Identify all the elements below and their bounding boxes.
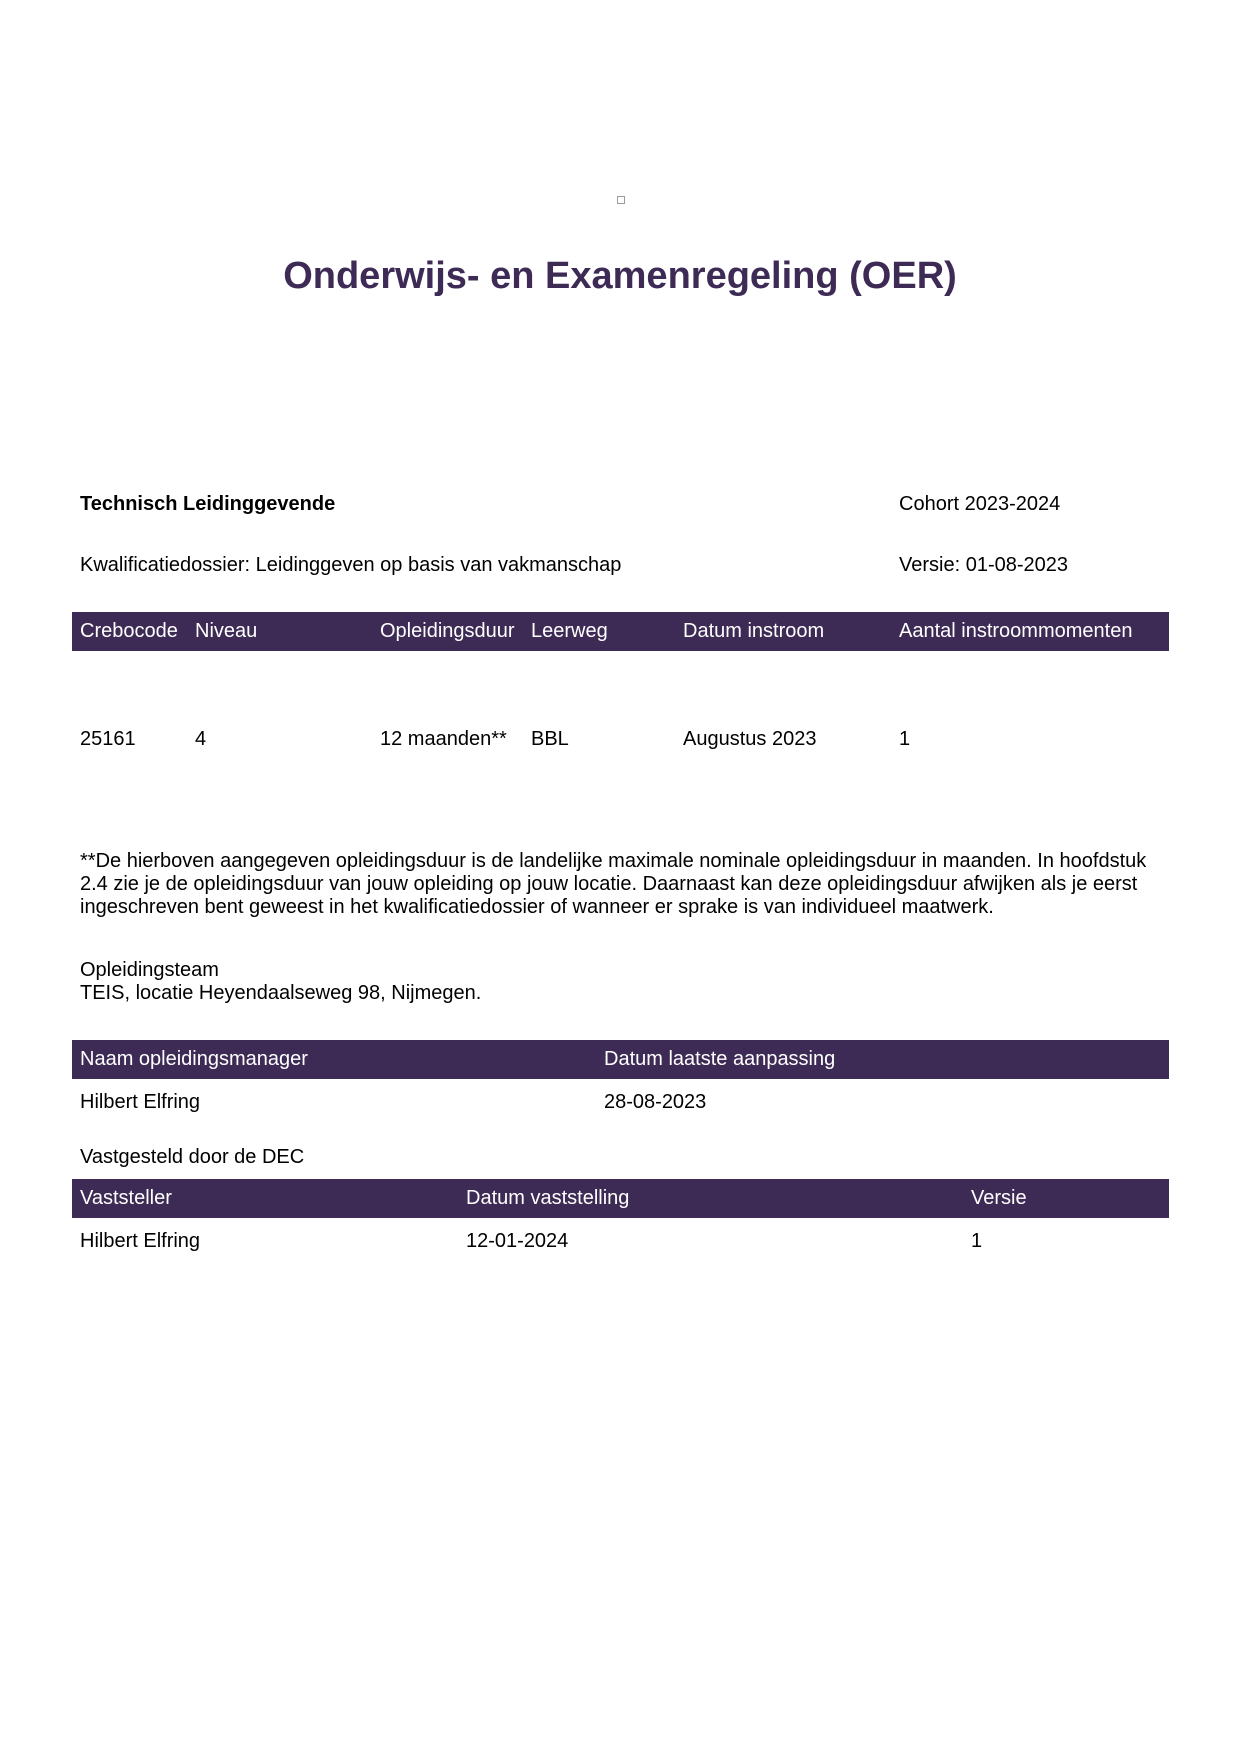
cell-datum-instroom: Augustus 2023 [683,728,817,750]
program-name: Technisch Leidinggevende [80,493,336,515]
cell-last-modified-date: 28-08-2023 [604,1091,707,1113]
header-niveau: Niveau [195,620,258,642]
version-label: Versie: 01-08-2023 [899,554,1069,576]
header-versie: Versie [971,1187,1027,1209]
header-naam-opleidingsmanager: Naam opleidingsmanager [80,1048,308,1070]
footnote-text: **De hierboven aangegeven opleidingsduur is de landelijke maximale nominale opleidingsduur in maanden. In hoofdstuk 2.4 zie je de opleidingsduur van jouw opleiding op jouw locatie. Daarnaast kan deze opleidingsduur afwijken als je eerst ingeschreven bent geweest in het kwalificatiedossier of wanneer er sprake is van individueel maatwerk. [80,850,1147,918]
cell-versie: 1 [971,1230,983,1252]
cell-opleidingsduur: 12 maanden** [380,728,507,750]
header-datum-laatste-aanpassing: Datum laatste aanpassing [604,1048,836,1070]
header-aantal-instroommomenten: Aantal instroommomenten [899,620,1133,642]
cell-datum-vaststelling: 12-01-2024 [466,1230,569,1252]
cell-manager-name: Hilbert Elfring [80,1091,201,1113]
established-by-label: Vastgesteld door de DEC [80,1146,305,1168]
qualification-file: Kwalificatiedossier: Leidinggeven op basis van vakmanschap [80,554,622,576]
team-location: TEIS, locatie Heyendaalseweg 98, Nijmegen. [80,982,482,1004]
header-leerweg: Leerweg [531,620,608,642]
header-datum-instroom: Datum instroom [683,620,825,642]
cell-vaststeller: Hilbert Elfring [80,1230,201,1252]
cell-aantal-instroommomenten: 1 [899,728,911,750]
document-title: Onderwijs- en Examenregeling (OER) [283,255,957,297]
header-datum-vaststelling: Datum vaststelling [466,1187,630,1209]
header-vaststeller: Vaststeller [80,1187,172,1209]
cohort-label: Cohort 2023-2024 [899,493,1061,515]
image-placeholder-icon [617,196,625,204]
header-opleidingsduur: Opleidingsduur [380,620,515,642]
header-crebocode: Crebocode [80,620,178,642]
cell-leerweg: BBL [531,728,569,750]
team-label: Opleidingsteam [80,959,219,981]
cell-crebocode: 25161 [80,728,136,750]
cell-niveau: 4 [195,728,207,750]
